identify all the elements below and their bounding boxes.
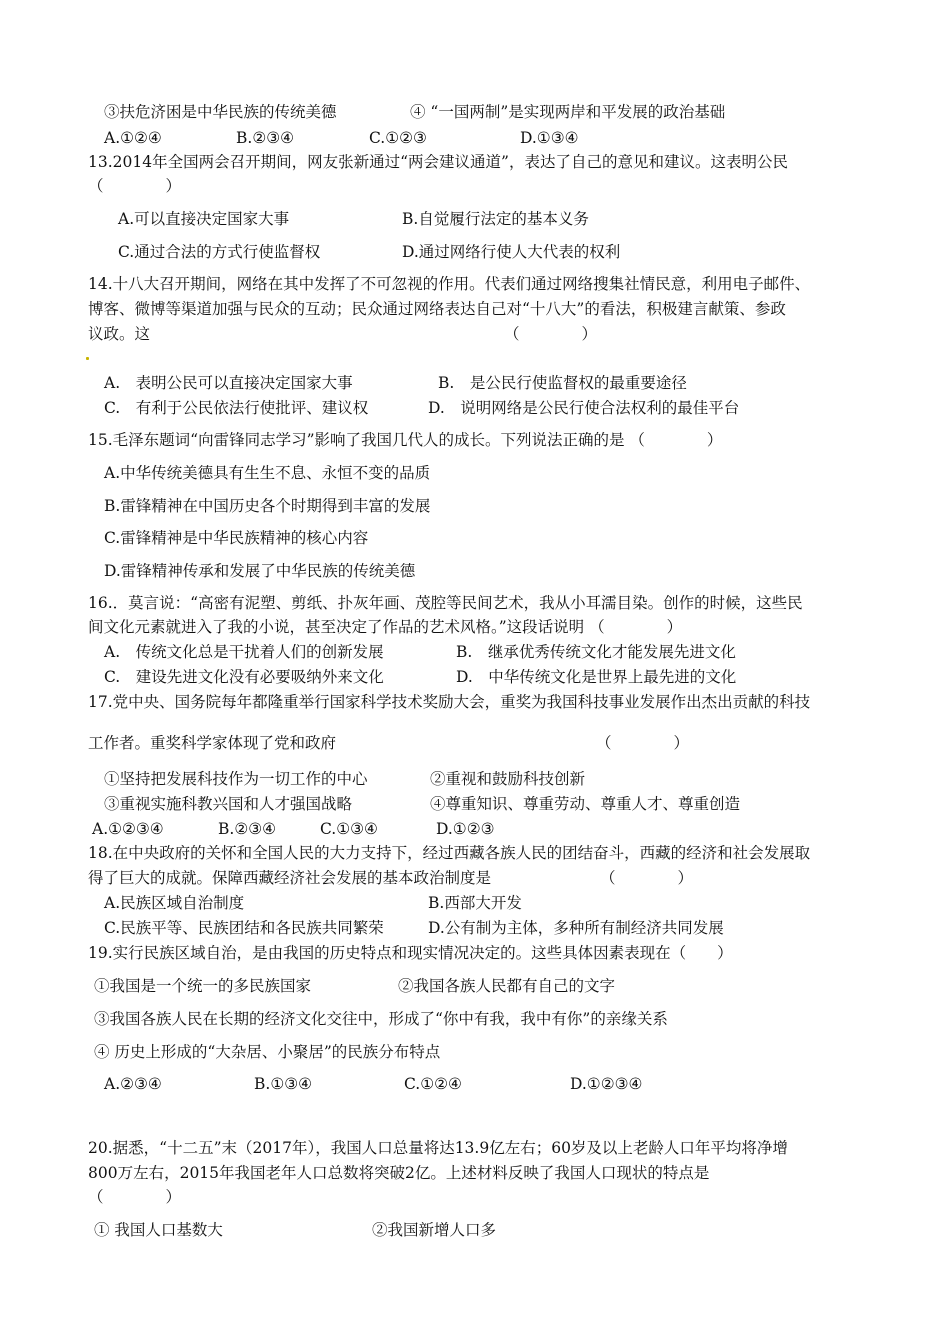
q19-stem: 19.实行民族区域自治，是由我国的历史特点和现实情况决定的。这些具体因素表现在（ ） bbox=[88, 944, 733, 962]
q20-stem-line-2: 800万左右，2015年我国老年人口总数将突破2亿。上述材料反映了我国人口现状的特点是 bbox=[88, 1164, 710, 1182]
q20-stem-line-1: 20.据悉，“十二五”末（2017年），我国人口总量将达13.9亿左右；60岁及以上老龄人口年平均将净增 bbox=[88, 1139, 788, 1157]
q18-choice-d: D.公有制为主体，多种所有制经济共同发展 bbox=[428, 919, 724, 937]
q18-choice-b: B.西部大开发 bbox=[428, 894, 522, 912]
q17-choice-d: D.①②③ bbox=[436, 820, 495, 838]
q17-choice-c: C.①③④ bbox=[320, 820, 378, 838]
q16-choice-c: C. 建设先进文化没有必要吸纳外来文化 bbox=[104, 668, 384, 686]
q19-choice-a: A.②③④ bbox=[104, 1075, 162, 1093]
q19-choice-d: D.①②③④ bbox=[570, 1075, 643, 1093]
q20-answer-paren: （ ） bbox=[88, 1188, 182, 1206]
q14-choice-b: B. 是公民行使监督权的最重要途径 bbox=[438, 374, 687, 392]
q16-stem-line-1: 16.．莫言说：“高密有泥塑、剪纸、扑灰年画、茂腔等民间艺术，我从小耳濡目染。创作的时候，这些民 bbox=[88, 594, 803, 612]
q17-option-1: ①坚持把发展科技作为一切工作的中心 bbox=[104, 770, 368, 788]
q14-stem-line-2: 博客、微博等渠道加强与民众的互动；民众通过网络表达自己对“十八大”的看法，积极建言献策、参政 bbox=[88, 300, 786, 318]
q18-stem-line-1: 18.在中央政府的关怀和全国人民的大力支持下，经过西藏各族人民的团结奋斗，西藏的经济和社会发展取 bbox=[88, 844, 811, 862]
q14-stem-line-3: 议政。这 bbox=[88, 325, 151, 343]
q15-choice-a: A.中华传统美德具有生生不息、永恒不变的品质 bbox=[104, 464, 431, 482]
q17-option-3: ③重视实施科教兴国和人才强国战略 bbox=[104, 795, 353, 813]
q15-stem: 15.毛泽东题词“向雷锋同志学习”影响了我国几代人的成长。下列说法正确的是 （ ） bbox=[88, 431, 723, 449]
q14-choice-d: D. 说明网络是公民行使合法权利的最佳平台 bbox=[428, 399, 740, 417]
q17-stem-line-1: 17.党中央、国务院每年都隆重举行国家科学技术奖励大会，重奖为我国科技事业发展作出杰出贡献的科技 bbox=[88, 693, 811, 711]
q12-choice-d: D.①③④ bbox=[520, 129, 579, 147]
q18-choice-c: C.民族平等、民族团结和各民族共同繁荣 bbox=[104, 919, 384, 937]
q13-choice-a: A.可以直接决定国家大事 bbox=[118, 210, 290, 228]
q12-choice-a: A.①②④ bbox=[104, 129, 162, 147]
q16-stem-line-2: 间文化元素就进入了我的小说，甚至决定了作品的艺术风格。”这段话说明 （ ） bbox=[88, 618, 683, 636]
q16-choice-d: D. 中华传统文化是世界上最先进的文化 bbox=[456, 668, 737, 686]
q17-answer-paren: （ ） bbox=[596, 734, 690, 752]
q20-option-2: ②我国新增人口多 bbox=[372, 1221, 497, 1239]
q14-choice-a: A. 表明公民可以直接决定国家大事 bbox=[104, 374, 353, 392]
q16-choice-a: A. 传统文化总是干扰着人们的创新发展 bbox=[104, 643, 384, 661]
q18-answer-paren: （ ） bbox=[600, 869, 694, 887]
scan-speck bbox=[86, 357, 89, 360]
q19-option-1: ①我国是一个统一的多民族国家 bbox=[94, 977, 312, 995]
q13-choice-b: B.自觉履行法定的基本义务 bbox=[402, 210, 589, 228]
q17-choice-b: B.②③④ bbox=[218, 820, 277, 838]
q17-choice-a: A.①②③④ bbox=[92, 820, 164, 838]
q19-option-2: ②我国各族人民都有自己的文字 bbox=[398, 977, 616, 995]
q15-choice-b: B.雷锋精神在中国历史各个时期得到丰富的发展 bbox=[104, 497, 431, 515]
q17-option-2: ②重视和鼓励科技创新 bbox=[430, 770, 586, 788]
q19-choice-b: B.①③④ bbox=[254, 1075, 313, 1093]
q14-choice-c: C. 有利于公民依法行使批评、建议权 bbox=[104, 399, 369, 417]
q12-choice-c: C.①②③ bbox=[369, 129, 427, 147]
q20-option-1: ① 我国人口基数大 bbox=[94, 1221, 223, 1239]
q16-choice-b: B. 继承优秀传统文化才能发展先进文化 bbox=[456, 643, 736, 661]
q13-choice-d: D.通过网络行使人大代表的权利 bbox=[402, 243, 621, 261]
q18-choice-a: A.民族区域自治制度 bbox=[104, 894, 245, 912]
q19-option-3: ③我国各族人民在长期的经济文化交往中，形成了“你中有我，我中有你”的亲缘关系 bbox=[94, 1010, 668, 1028]
q12-option-4: ④ “一国两制”是实现两岸和平发展的政治基础 bbox=[410, 103, 726, 121]
q17-option-4: ④尊重知识、尊重劳动、尊重人才、尊重创造 bbox=[430, 795, 741, 813]
q13-choice-c: C.通过合法的方式行使监督权 bbox=[118, 243, 321, 261]
q19-option-4: ④ 历史上形成的“大杂居、小聚居”的民族分布特点 bbox=[94, 1043, 441, 1061]
q15-choice-d: D.雷锋精神传承和发展了中华民族的传统美德 bbox=[104, 562, 416, 580]
q12-choice-b: B.②③④ bbox=[236, 129, 295, 147]
q18-stem-line-2: 得了巨大的成就。保障西藏经济社会发展的基本政治制度是 bbox=[88, 869, 492, 887]
q14-answer-paren: （ ） bbox=[504, 325, 598, 343]
q13-stem: 13.2014年全国两会召开期间，网友张新通过“两会建议通道”，表达了自己的意见和建议。这表明公民 bbox=[88, 153, 788, 171]
q12-option-3: ③扶危济困是中华民族的传统美德 bbox=[104, 103, 337, 121]
q13-answer-paren: （ ） bbox=[88, 177, 182, 195]
q19-choice-c: C.①②④ bbox=[404, 1075, 462, 1093]
q15-choice-c: C.雷锋精神是中华民族精神的核心内容 bbox=[104, 529, 369, 547]
q17-stem-line-2: 工作者。重奖科学家体现了党和政府 bbox=[88, 734, 337, 752]
q14-stem-line-1: 14.十八大召开期间，网络在其中发挥了不可忽视的作用。代表们通过网络搜集社情民意，利用电子邮件、 bbox=[88, 275, 811, 293]
